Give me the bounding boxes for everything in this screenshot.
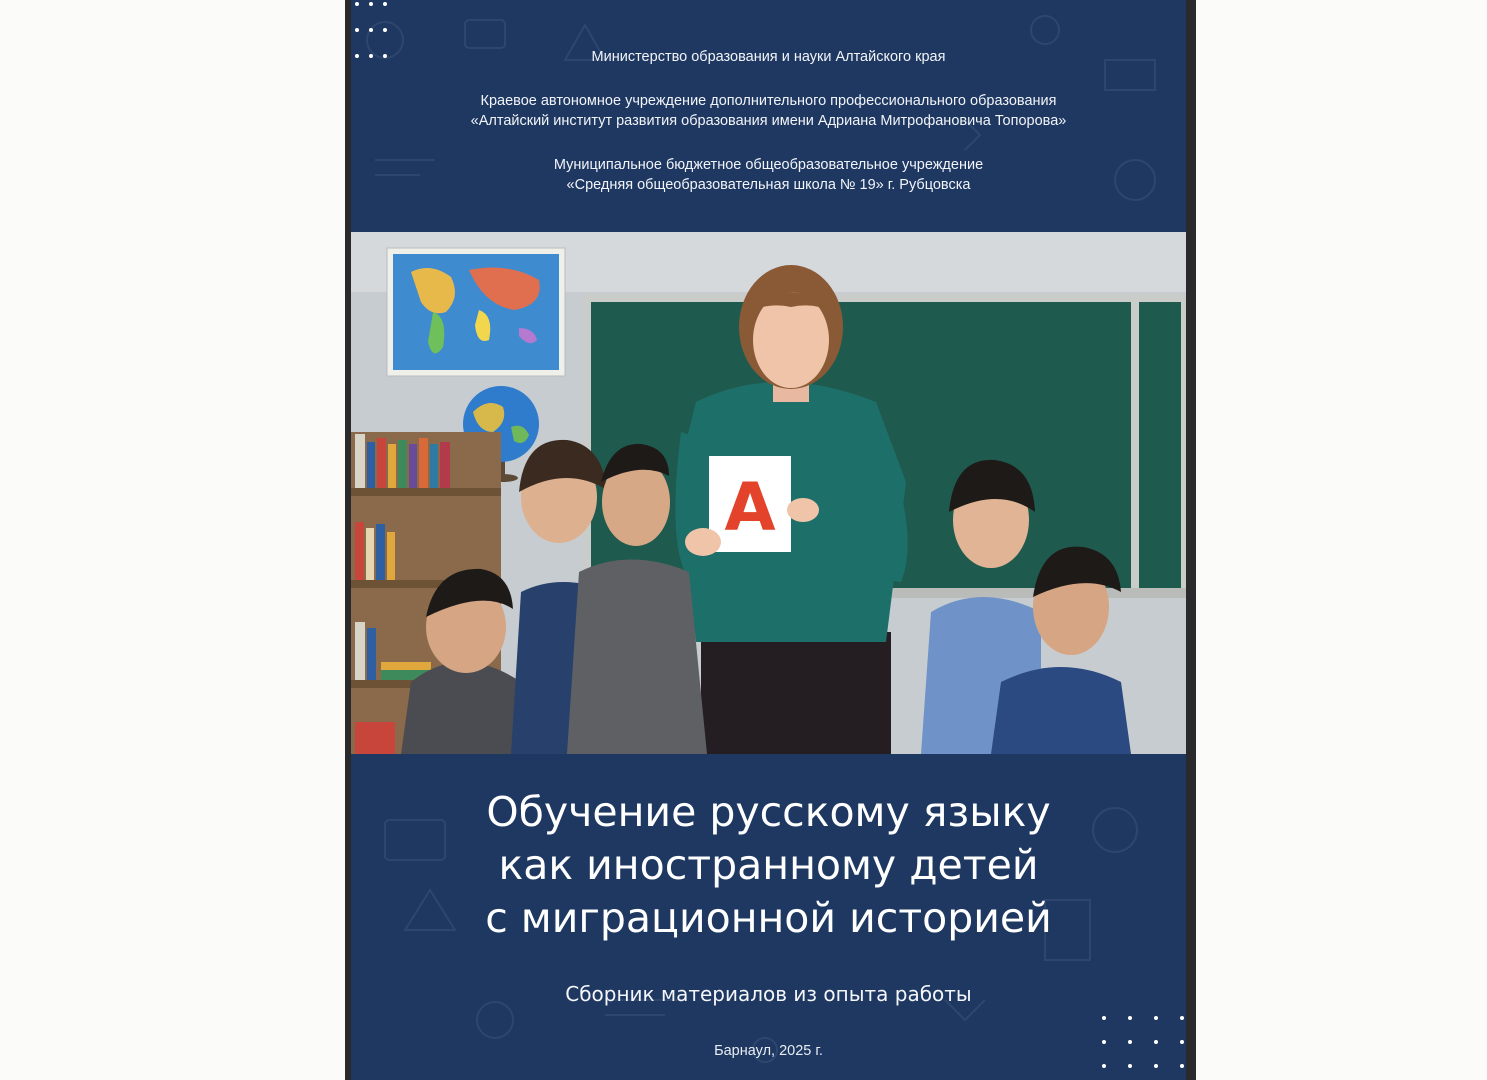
school-name	[351, 155, 1186, 195]
book-cover	[345, 0, 1196, 1080]
school-line-1: Муниципальное бюджетное общеобразовательное учреждение	[553, 157, 984, 173]
title-line-2: как иностранному детей	[498, 841, 1039, 889]
book-subtitle: Сборник материалов из опыта работы	[565, 982, 972, 1006]
institute-line-2: «Алтайский институт развития образования имени Адриана Митрофановича Топорова»	[470, 113, 1067, 129]
world-map-poster	[387, 248, 565, 376]
institute-name	[351, 91, 1186, 131]
letter-card-text: А	[724, 469, 776, 546]
ministry-name: Министерство образования и науки Алтайского края	[591, 49, 946, 65]
publication-place-year: Барнаул, 2025 г.	[714, 1043, 823, 1059]
title-line-3: с миграционной историей	[485, 894, 1052, 942]
title-line-1: Обучение русскому языку	[486, 788, 1051, 836]
classroom-photo	[351, 232, 1186, 754]
institute-line-1: Краевое автономное учреждение дополнительного профессионального образования	[480, 93, 1057, 109]
classroom-illustration	[351, 232, 1186, 754]
school-line-2: «Средняя общеобразовательная школа № 19» г. Рубцовска	[566, 177, 971, 193]
dots-decoration-bottom	[1102, 1016, 1184, 1068]
book-title	[351, 786, 1186, 945]
